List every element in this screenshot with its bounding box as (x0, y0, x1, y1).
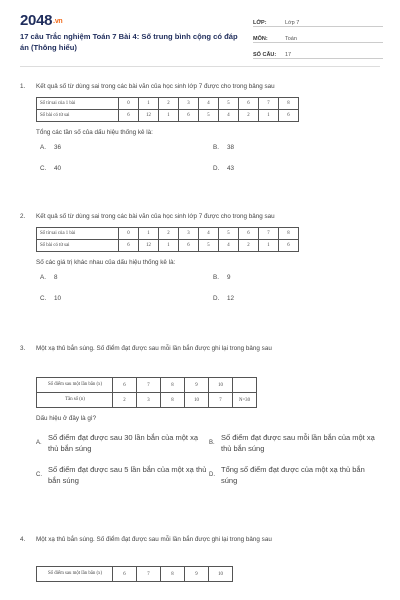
table-cell: 4 (199, 228, 219, 240)
option-c[interactable] (40, 164, 213, 173)
option-text: 12 (227, 295, 235, 302)
option-d[interactable] (209, 464, 379, 486)
question-3 (20, 344, 382, 486)
option-text: 8 (54, 274, 58, 281)
question-number: 1. (20, 83, 26, 90)
option-letter: B. (213, 274, 219, 281)
answer-options (40, 143, 382, 173)
table-row (37, 240, 299, 252)
option-letter: D. (213, 165, 220, 172)
logo-text: 2048 (20, 12, 53, 29)
option-b[interactable] (213, 273, 383, 282)
option-text: 9 (227, 274, 231, 281)
header-divider (20, 66, 380, 67)
meta-value: Lớp 7 (285, 20, 300, 26)
table-cell: 9 (185, 567, 209, 582)
meta-value: 17 (285, 52, 292, 58)
option-text: Số điểm đạt được sau 5 lần bắn của một xạ thủ bắn súng (48, 465, 207, 485)
table-cell: Số điểm sau một lần bắn (x) (37, 378, 113, 393)
table-cell: 7 (209, 393, 233, 408)
question-text: Kết quả số từ dùng sai trong các bài văn của học sinh lớp 7 được cho trong bảng sau (36, 213, 275, 220)
option-text: 38 (227, 144, 235, 151)
option-letter: B. (213, 144, 219, 151)
table-cell: 10 (185, 393, 209, 408)
table-cell: 1 (159, 240, 179, 252)
option-letter: C. (40, 165, 47, 172)
question-1 (20, 82, 382, 173)
question-2 (20, 212, 382, 303)
page-title: 17 câu Trắc nghiệm Toán 7 Bài 4: Số trung bình cộng có đáp án (Thông hiểu) (20, 32, 238, 52)
option-letter: D. (209, 471, 215, 478)
table-cell: Số bài có từ sai (37, 240, 119, 252)
table-cell: 1 (259, 240, 279, 252)
table-row (37, 378, 257, 393)
frequency-table (36, 566, 233, 582)
question-stem (20, 535, 382, 544)
question-stem (20, 212, 382, 221)
table-cell: 6 (119, 110, 139, 122)
table-cell: 3 (179, 228, 199, 240)
table-cell: Số từ sai của 1 bài (37, 98, 119, 110)
table-cell: Số từ sai của 1 bài (37, 228, 119, 240)
table-cell: 2 (159, 98, 179, 110)
question-number: 2. (20, 213, 26, 220)
option-d[interactable] (213, 164, 383, 173)
option-c[interactable] (36, 464, 209, 486)
question-prompt: Số các giá trị khác nhau của dấu hiệu thống kê là: (36, 259, 176, 266)
table-row (37, 98, 299, 110)
option-b[interactable] (209, 432, 379, 454)
question-prompt: Dấu hiệu ở đây là gì? (36, 415, 97, 422)
table-cell: 2 (239, 110, 259, 122)
question-text: Kết quả số từ dùng sai trong các bài văn của học sinh lớp 7 được cho trong bảng sau (36, 83, 275, 90)
option-letter: A. (40, 274, 46, 281)
meta-key: LỚP: (253, 20, 267, 26)
meta-key: SỐ CÂU: (253, 52, 277, 58)
table-cell: 9 (185, 378, 209, 393)
option-text: 43 (227, 165, 235, 172)
question-text: Một xạ thủ bắn súng. Số điểm đạt được sau mỗi lần bắn được ghi lại trong bảng sau (36, 536, 272, 543)
meta-key: MÔN: (253, 36, 268, 42)
option-text: 40 (54, 165, 62, 172)
meta-row-count (253, 46, 383, 59)
table-cell: 5 (199, 110, 219, 122)
table-cell: 5 (219, 228, 239, 240)
option-text: 10 (54, 295, 62, 302)
question-4 (20, 535, 382, 582)
table-cell: 6 (279, 240, 299, 252)
question-stem (20, 82, 382, 91)
option-a[interactable] (40, 143, 213, 152)
answer-options (36, 432, 382, 486)
table-cell: 12 (139, 240, 159, 252)
table-cell: 6 (113, 378, 137, 393)
option-text: Tổng số điểm đạt được của một xạ thủ bắn súng (221, 465, 365, 485)
table-row (37, 228, 299, 240)
meta-value: Toán (285, 36, 297, 42)
site-logo[interactable] (20, 12, 62, 29)
option-letter: C. (36, 471, 42, 478)
table-cell: 7 (259, 228, 279, 240)
logo-tld: .vn (53, 17, 63, 25)
table-cell: 2 (239, 240, 259, 252)
table-cell: 3 (179, 98, 199, 110)
table-cell: Số bài có từ sai (37, 110, 119, 122)
frequency-table (36, 97, 299, 122)
table-cell: 6 (279, 110, 299, 122)
table-cell: 0 (119, 98, 139, 110)
table-cell: 8 (161, 393, 185, 408)
meta-row-class (253, 14, 383, 27)
table-cell: 6 (239, 98, 259, 110)
table-cell: 7 (259, 98, 279, 110)
question-prompt: Tổng các tần số của dấu hiệu thống kê là: (36, 129, 153, 136)
table-cell: 5 (219, 98, 239, 110)
question-text: Một xạ thủ bắn súng. Số điểm đạt được sau mỗi lần bắn được ghi lại trong bảng sau (36, 345, 272, 352)
table-cell: 8 (161, 567, 185, 582)
table-cell: 2 (113, 393, 137, 408)
answer-options (40, 273, 382, 303)
table-cell: 4 (219, 110, 239, 122)
table-row (37, 393, 257, 408)
question-number: 3. (20, 345, 26, 352)
option-letter: B. (209, 439, 215, 446)
table-cell: 2 (159, 228, 179, 240)
table-cell: Tần số (n) (37, 393, 113, 408)
table-cell: 1 (159, 110, 179, 122)
table-cell: N=30 (233, 393, 257, 408)
meta-row-subject (253, 30, 383, 43)
table-cell: 0 (119, 228, 139, 240)
option-text: Số điểm đạt được sau 30 lần bắn của một xạ thủ bắn súng (48, 433, 199, 453)
table-cell: 4 (219, 240, 239, 252)
option-letter: D. (213, 295, 220, 302)
option-text: 36 (54, 144, 62, 151)
option-letter: A. (40, 144, 46, 151)
option-a[interactable] (36, 432, 209, 454)
table-row (37, 567, 233, 582)
table-cell: 8 (279, 98, 299, 110)
option-letter: C. (40, 295, 47, 302)
table-cell: 1 (139, 98, 159, 110)
table-cell: 3 (137, 393, 161, 408)
question-stem (20, 344, 382, 353)
table-cell (233, 378, 257, 393)
table-cell: 7 (137, 567, 161, 582)
table-cell: 10 (209, 378, 233, 393)
frequency-table (36, 227, 299, 252)
table-cell: 8 (279, 228, 299, 240)
table-cell: 1 (259, 110, 279, 122)
table-cell: 5 (199, 240, 219, 252)
option-b[interactable] (213, 143, 383, 152)
table-cell: 6 (119, 240, 139, 252)
option-letter: A. (36, 439, 42, 446)
table-cell: Số điểm sau một lần bắn (x) (37, 567, 113, 582)
table-cell: 1 (139, 228, 159, 240)
table-row (37, 110, 299, 122)
option-text: Số điểm đạt được sau mỗi lần bắn của một xạ thủ bắn súng (221, 433, 375, 453)
option-c[interactable] (40, 294, 213, 303)
table-cell: 6 (179, 240, 199, 252)
table-cell: 12 (139, 110, 159, 122)
option-d[interactable] (213, 294, 383, 303)
table-cell: 4 (199, 98, 219, 110)
table-cell: 6 (239, 228, 259, 240)
table-cell: 6 (179, 110, 199, 122)
frequency-table (36, 377, 257, 408)
option-a[interactable] (40, 273, 213, 282)
table-cell: 8 (161, 378, 185, 393)
table-cell: 6 (113, 567, 137, 582)
table-cell: 7 (137, 378, 161, 393)
question-number: 4. (20, 536, 26, 543)
quiz-meta (253, 14, 383, 62)
table-cell: 10 (209, 567, 233, 582)
